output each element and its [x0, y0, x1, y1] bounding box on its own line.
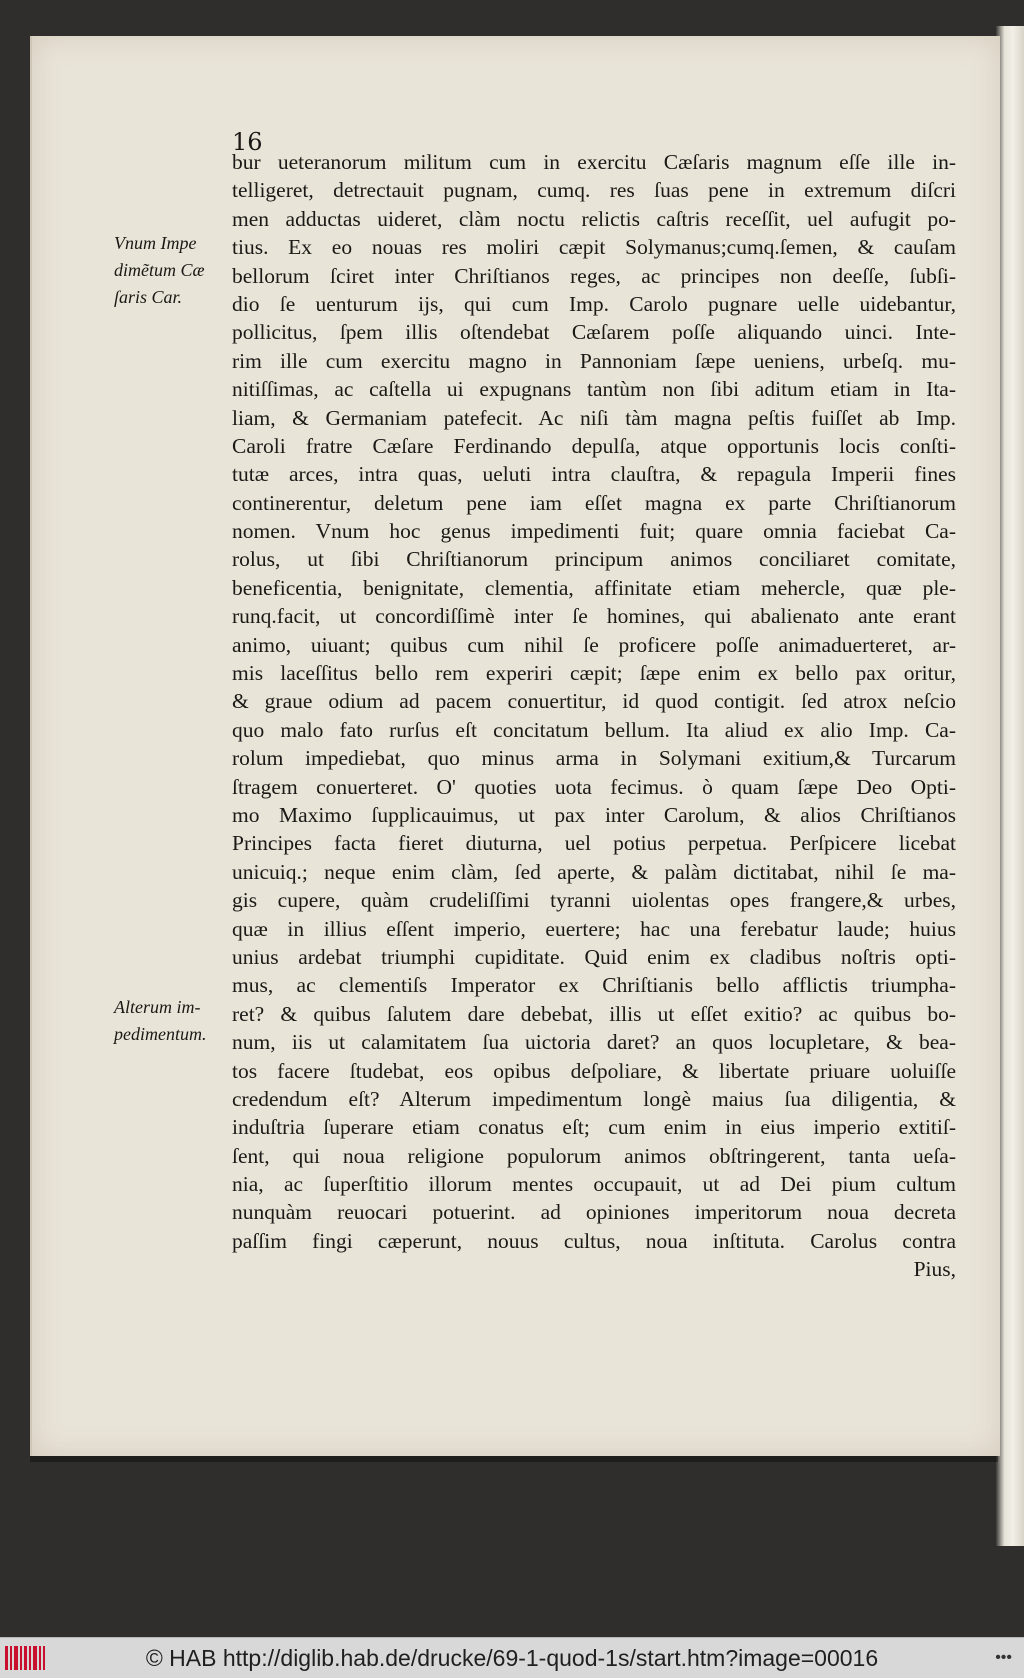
text-line: nia, ac ſuperſtitio illorum mentes occupauit, ut ad Dei pium cultum: [232, 1172, 956, 1197]
page-number: 16: [232, 128, 263, 156]
text-line: Caroli fratre Cæſare Ferdinando depulſa, atque opportunis locis conſti-: [232, 433, 956, 458]
text-line: bur ueteranorum militum cum in exercitu Cæſaris magnum eſſe ille in-: [232, 150, 956, 174]
text-line: tutæ arces, intra quas, ueluti intra clauſtra, & repagula Imperii fines: [232, 462, 956, 487]
text-line: rolus, ut ſibi Chriſtianorum principum animos conciliaret comitate,: [232, 547, 956, 572]
ellipsis-icon[interactable]: •••: [995, 1649, 1012, 1666]
text-line: unius ardebat triumphi cupiditate. Quid enim ex cladibus noſtris opti-: [232, 944, 956, 969]
margin-note-line: Alterum im-: [114, 997, 201, 1017]
text-line: mus, ac clementiſs Imperator ex Chriſtianis bello afflictis triumpha-: [232, 973, 956, 998]
text-line: paſſim fingi cæperunt, nouus cultus, noua inſtituta. Carolus contra: [232, 1228, 956, 1253]
text-line: quo malo fato rurſus eſt concitatum bellum. Ita aliud ex alio Imp. Ca-: [232, 717, 956, 742]
text-line: men adductas uideret, clàm noctu relictis caſtris receſſit, uel aufugit po-: [232, 206, 956, 231]
margin-note-line: Vnum Impe: [114, 233, 197, 253]
text-line: gis cupere, quàm crudeliſſimi tyranni uiolentas opes frangere,& urbes,: [232, 888, 956, 913]
margin-note-first-impediment: [114, 230, 230, 311]
footer-bar: [0, 1637, 1024, 1678]
text-line: beneficentia, benignitate, clementia, affinitate etiam mehercle, quæ ple-: [232, 575, 956, 600]
text-line: induſtria ſuperare etiam conatus eſt; cum enim in eius imperio extitiſ-: [232, 1115, 956, 1140]
text-line: quæ in illius eſſent imperio, euertere; hac una ferebatur laude; huius: [232, 916, 956, 941]
margin-note-line: ſaris Car.: [114, 287, 183, 307]
text-line: animo, uiuant; quibus cum nihil ſe proficere poſſe animaduerteret, ar-: [232, 632, 956, 657]
text-line: continerentur, deletum pene iam eſſet magna ex parte Chriſtianorum: [232, 490, 956, 515]
margin-note-line: dimẽtum Cæ: [114, 260, 205, 280]
text-line: rolum impediebat, quo minus arma in Solymani exitium,& Turcarum: [232, 746, 956, 771]
text-line: Principes facta fieret diuturna, uel potius perpetua. Perſpicere licebat: [232, 831, 956, 856]
text-line: nunquàm reuocari potuerint. ad opiniones imperitorum noua decreta: [232, 1200, 956, 1225]
text-line: mis laceſſitus bello rem experiri cæpit; ſæpe enim ex bello pax oritur,: [232, 661, 956, 686]
text-line: pollicitus, ſpem illis oſtendebat Cæſarem poſſe aliquando uinci. Inte-: [232, 320, 956, 345]
text-line: tos facere ſtudebat, eos opibus deſpoliare, & libertate priuare uoluiſſe: [232, 1058, 956, 1083]
text-line: telligeret, detrectauit pugnam, cumq. res ſuas pene in extremum diſcri: [232, 178, 956, 203]
text-line: ret? & quibus ſalutem dare debebat, illis ut eſſet exitio? ac quibus bo-: [232, 1001, 956, 1026]
text-line: nomen. Vnum hoc genus impedimenti fuit; quare omnia faciebat Ca-: [232, 519, 956, 544]
text-line: ſent, qui noua religione populorum animos obſtringerent, tanta ueſa-: [232, 1143, 956, 1168]
text-line: runq.facit, ut concordiſſimè inter ſe homines, qui abalienato ante erant: [232, 604, 956, 629]
text-line: credendum eſt? Alterum impedimentum longè maius ſua diligentia, &: [232, 1086, 956, 1111]
catchword: Pius,: [913, 1257, 956, 1282]
text-line: & graue odium ad pacem conuertitur, id quod contigit. ſed atrox neſcio: [232, 689, 956, 714]
text-line: nitiſſimas, ac caſtella ui expugnans tantùm non ſibi aditum etiam in Ita-: [232, 377, 956, 402]
margin-note-line: pedimentum.: [114, 1024, 207, 1044]
page-shadow: [30, 1456, 998, 1462]
text-line: mo Maximo ſupplicauimus, ut pax inter Carolum, & alios Chriſtianos: [232, 802, 956, 827]
text-line: bellorum ſciret inter Chriſtianos reges, ac principes non deeſſe, ſubſi-: [232, 263, 956, 288]
text-line: dio ſe uenturum ijs, qui cum Imp. Carolo pugnare uelle uidebantur,: [232, 291, 956, 316]
copyright-url-text: © HAB http://diglib.hab.de/drucke/69-1-quod-1s/start.htm?image=00016: [145, 1645, 879, 1671]
text-line: rim ille cum exercitu magno in Pannoniam ſæpe ueniens, urbeſq. mu-: [232, 348, 956, 373]
body-text: [232, 148, 956, 1283]
text-line: ſtragem conuerteret. O' quoties uota fecimus. ò quam ſæpe Deo Opti-: [232, 774, 956, 799]
text-line: unicuiq.; neque enim clàm, ſed aperte, & palàm dictitabat, nihil ſe ma-: [232, 859, 956, 884]
text-line: liam, & Germaniam patefecit. Ac niſi tàm magna peſtis fuiſſet ab Imp.: [232, 405, 956, 430]
text-line: tius. Ex eo nouas res moliri cæpit Solymanus;cumq.ſemen, & cauſam: [232, 235, 956, 260]
margin-note-second-impediment: [114, 994, 230, 1048]
page-edge: [996, 26, 1024, 1546]
text-line: num, iis ut calamitatem ſua uictoria daret? an quos locupletare, & bea-: [232, 1030, 956, 1055]
